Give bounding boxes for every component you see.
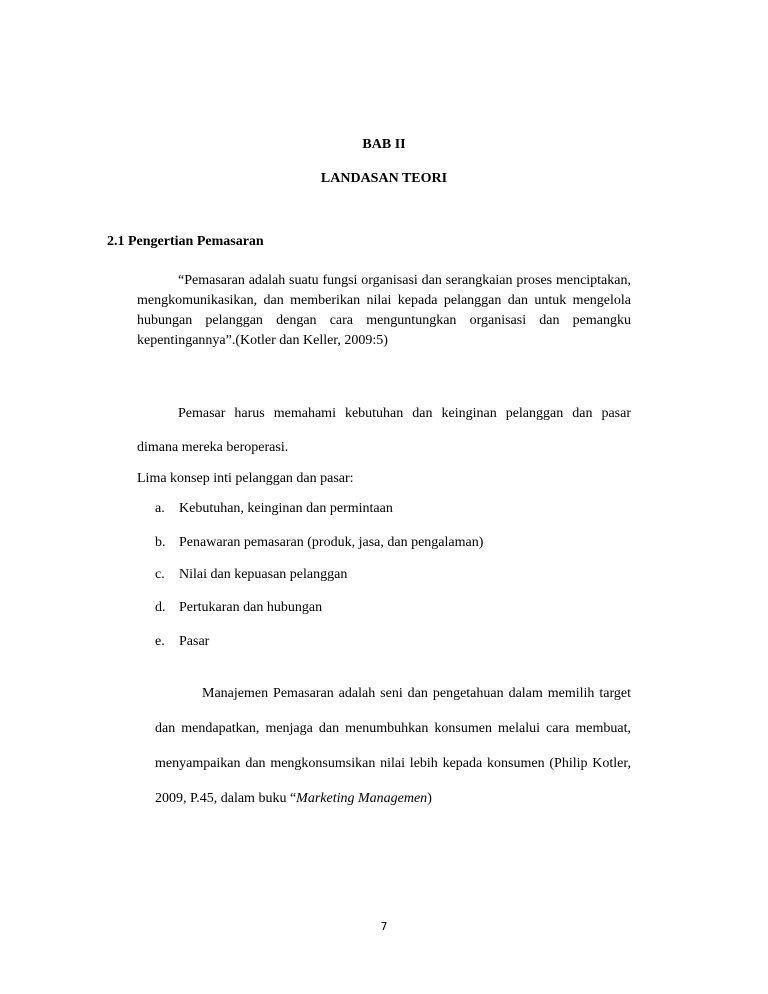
list-item [155, 634, 209, 650]
list-item [155, 600, 322, 616]
list-item-text: Penawaran pemasaran (produk, jasa, dan pengalaman) [179, 535, 484, 550]
section-heading: 2.1 Pengertian Pemasaran [107, 234, 264, 249]
body-paragraph-2 [155, 676, 631, 816]
quote-paragraph: “Pemasaran adalah suatu fungsi organisasi dan serangkaian proses menciptakan, mengkomunikasikan, dan memberikan nilai kepada pelanggan dan untuk mengelola hubungan pelanggan dengan cara menguntungkan organisasi dan pemangku kepentingannya”.(Kotler dan Keller, 2009:5) [137, 273, 631, 348]
list-intro: Lima konsep inti pelanggan dan pasar: [137, 471, 354, 486]
paragraph-text-end: ) [427, 791, 432, 806]
book-title: Marketing Managemen [296, 791, 428, 806]
list-item [155, 535, 483, 551]
list-marker: e. [155, 634, 165, 649]
list-item-text: Kebutuhan, keinginan dan permintaan [179, 501, 393, 516]
list-marker: b. [155, 535, 166, 550]
list-item-text: Pasar [179, 634, 210, 649]
list-marker: c. [155, 567, 165, 582]
chapter-number: BAB II [362, 137, 406, 152]
list-marker: a. [155, 501, 165, 516]
list-item [155, 567, 347, 583]
paragraph-text: Manajemen Pemasaran adalah seni dan pengetahuan dalam memilih target dan mendapatkan, menjaga dan menumbuhkan konsumen melalui cara membuat, menyampaikan dan mengkonsumsikan nilai lebih kepada konsumen (Philip Kotler, 2009, P.45, dalam buku “ [155, 686, 631, 806]
page-number: 7 [380, 920, 388, 933]
list-item [155, 501, 393, 517]
list-item-text: Nilai dan kepuasan pelanggan [179, 567, 348, 582]
list-item-text: Pertukaran dan hubungan [179, 600, 323, 615]
chapter-title: LANDASAN TEORI [320, 171, 448, 186]
list-marker: d. [155, 600, 166, 615]
body-paragraph-1: Pemasar harus memahami kebutuhan dan keinginan pelanggan dan pasar dimana mereka beroperasi. [137, 406, 631, 455]
